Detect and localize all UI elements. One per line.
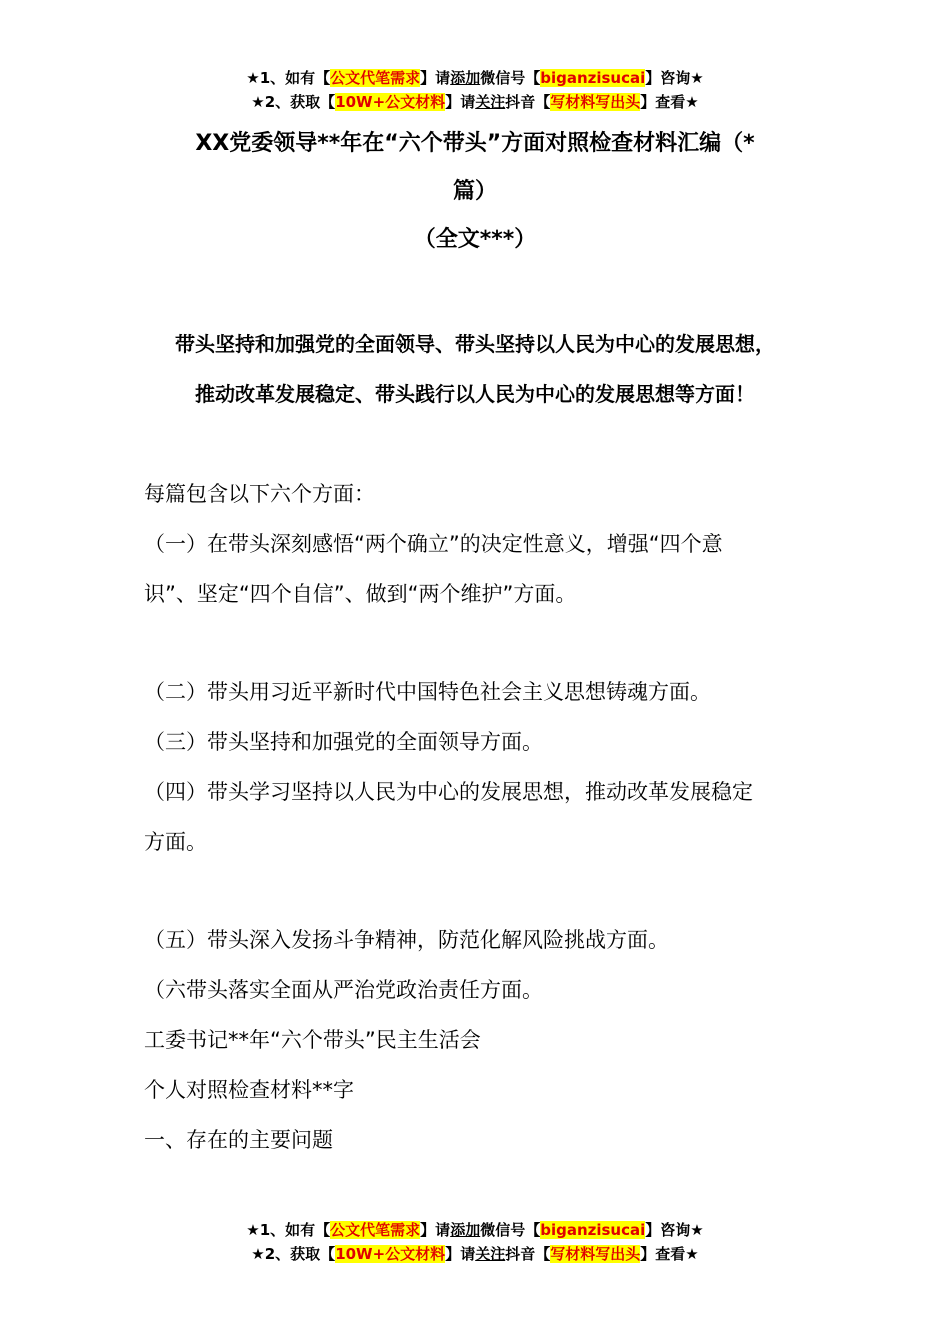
- body-paragraph: （四）带头学习坚持以人民为中心的发展思想，推动改革发展稳定: [144, 780, 753, 804]
- body-paragraph: 方面。: [144, 830, 207, 854]
- banner-text: ★2、获取【: [251, 1245, 336, 1263]
- body-paragraph: 工委书记**年“六个带头”民主生活会: [144, 1028, 481, 1052]
- highlight-douyin: 写材料写出头: [550, 93, 641, 111]
- banner-text: 抖音【: [505, 93, 551, 111]
- underlined-text: 添加: [450, 69, 481, 87]
- section-heading: 一、存在的主要问题: [144, 1128, 333, 1152]
- body-paragraph: （六带头落实全面从严治党政治责任方面。: [144, 978, 543, 1002]
- document-body: [144, 469, 824, 1165]
- intro-line-1: 带头坚持和加强党的全面领导、带头坚持以人民为中心的发展思想，: [175, 332, 775, 356]
- highlight-materials: 10W+公文材料: [335, 93, 446, 111]
- underlined-text: 添加: [450, 1221, 481, 1239]
- banner-line-2: [0, 90, 950, 114]
- body-paragraph: 个人对照检查材料**字: [144, 1078, 354, 1102]
- body-paragraph: 识”、坚定“四个自信”、做到“两个维护”方面。: [144, 582, 577, 606]
- banner-line-1: [0, 66, 950, 90]
- header-banner: [0, 66, 950, 114]
- body-paragraph: （二）带头用习近平新时代中国特色社会主义思想铸魂方面。: [144, 680, 711, 704]
- banner-text: 】咨询★: [645, 69, 704, 87]
- banner-text: ★1、如有【: [246, 69, 331, 87]
- banner-text: 抖音【: [505, 1245, 551, 1263]
- body-paragraph: 每篇包含以下六个方面：: [144, 482, 375, 506]
- banner-text: ★1、如有【: [246, 1221, 331, 1239]
- underlined-text: 关注: [475, 1245, 506, 1263]
- highlight-service: 公文代笔需求: [330, 1221, 421, 1239]
- banner-text: 】咨询★: [645, 1221, 704, 1239]
- highlight-wechat-id: biganzisucai: [540, 1221, 646, 1239]
- banner-line-1: [0, 1218, 950, 1242]
- footer-banner: [0, 1218, 950, 1266]
- banner-text: 】请: [420, 69, 451, 87]
- underlined-text: 关注: [475, 93, 506, 111]
- body-paragraph: （五）带头深入发扬斗争精神，防范化解风险挑战方面。: [144, 928, 669, 952]
- title-line-2: 篇）: [452, 179, 497, 204]
- banner-text: 】查看★: [640, 1245, 699, 1263]
- banner-text: 】查看★: [640, 93, 699, 111]
- intro-paragraph: [0, 319, 950, 419]
- banner-line-2: [0, 1242, 950, 1266]
- highlight-service: 公文代笔需求: [330, 69, 421, 87]
- banner-text: 】请: [420, 1221, 451, 1239]
- title-line-3: （全文***）: [413, 227, 537, 252]
- intro-line-2: 推动改革发展稳定、带头践行以人民为中心的发展思想等方面！: [195, 382, 755, 406]
- highlight-wechat-id: biganzisucai: [540, 69, 646, 87]
- banner-text: ★2、获取【: [251, 93, 336, 111]
- document-title: [0, 120, 950, 264]
- body-paragraph: （三）带头坚持和加强党的全面领导方面。: [144, 730, 543, 754]
- paragraph-gap: [144, 619, 824, 667]
- banner-text: 】请: [445, 93, 476, 111]
- paragraph-gap: [144, 867, 824, 915]
- banner-text: 】请: [445, 1245, 476, 1263]
- highlight-materials: 10W+公文材料: [335, 1245, 446, 1263]
- body-paragraph: （一）在带头深刻感悟“两个确立”的决定性意义，增强“四个意: [144, 532, 723, 556]
- highlight-douyin: 写材料写出头: [550, 1245, 641, 1263]
- banner-text: 微信号【: [480, 69, 541, 87]
- banner-text: 微信号【: [480, 1221, 541, 1239]
- title-line-1: XX党委领导**年在“六个带头”方面对照检查材料汇编（*: [195, 131, 755, 156]
